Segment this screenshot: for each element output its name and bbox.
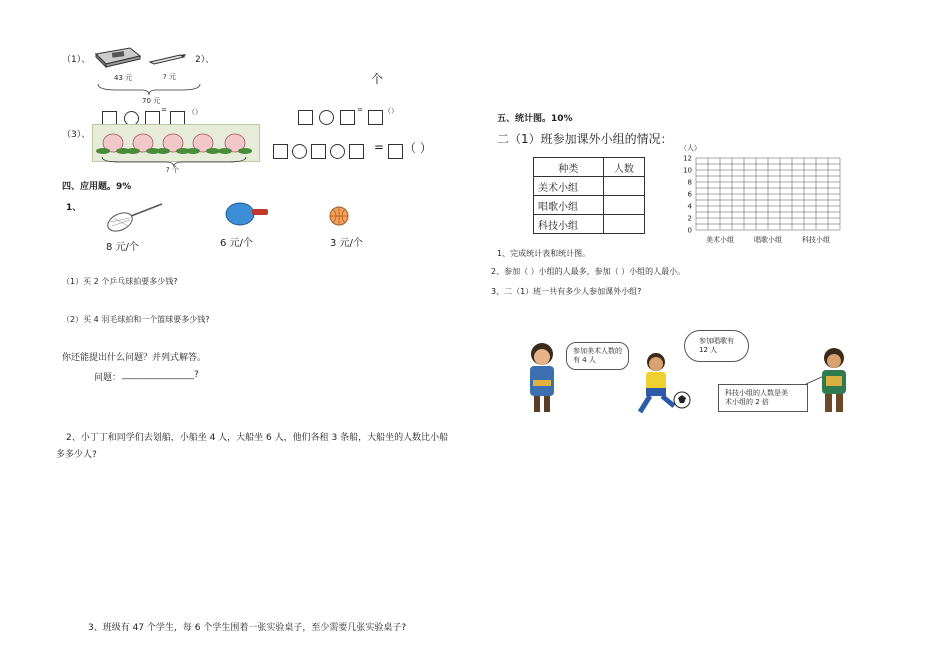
bubble-text: 参加唱歌有 — [699, 337, 734, 345]
stat-question2: 2、参加（ ）小组的人最多，参加（ ）小组的人最小。 — [491, 267, 686, 276]
app3-text: 3、班级有 47 个学生，每 6 个学生围着一张实验桌子，至少需要几张实验桌子? — [88, 623, 407, 633]
blank-circle[interactable] — [319, 110, 334, 125]
pen-price: ? 元 — [163, 73, 176, 81]
app2-line2: 多多少人? — [56, 450, 97, 460]
equals-sign: = — [357, 106, 363, 114]
blank-circle[interactable] — [292, 144, 307, 159]
equals-sign: = — [374, 140, 385, 154]
racket-price: 8 元/个 — [106, 242, 139, 253]
pingpong-paddle-icon — [224, 200, 272, 228]
unit-ge: 个 — [371, 72, 384, 86]
y-tick-label: 6 — [687, 190, 692, 199]
blank-box[interactable] — [298, 110, 313, 125]
y-tick-label: 8 — [687, 178, 692, 187]
book-icon — [92, 44, 142, 68]
speech-bubble-singing — [684, 330, 749, 362]
app2-line1: 2、小丁丁和同学们去划船，小船坐 4 人，大船坐 6 人，他们各租 3 条船，大船坐的人数比小船 — [66, 433, 449, 443]
table-cell-blank[interactable] — [603, 177, 644, 196]
app1-question2: （2）买 4 羽毛球拍和一个篮球要多少钱? — [62, 315, 210, 324]
y-tick-label: 4 — [687, 202, 692, 211]
section4-title: 四、应用题。9% — [62, 182, 132, 192]
blank-box[interactable] — [311, 144, 326, 159]
item3-label: （3）、 — [62, 130, 91, 140]
bubble-text: 术小组的 2 倍 — [725, 398, 769, 406]
speech-bubble-art — [566, 342, 629, 370]
x-tick-label: 唱歌小组 — [754, 236, 782, 244]
x-tick-label: 美术小组 — [706, 236, 734, 244]
item1-label: （1）、 — [62, 55, 91, 65]
app1-question1: （1）买 2 个乒乓球拍要多少钱? — [62, 277, 178, 286]
total-brace — [96, 82, 202, 96]
ball-price: 3 元/个 — [330, 238, 363, 249]
bubble-text: 12 人 — [699, 346, 718, 354]
bubble-text: 有 4 人 — [573, 356, 596, 364]
y-tick-label: 0 — [687, 226, 692, 235]
blank-box[interactable] — [349, 144, 364, 159]
question-label: 问题： — [94, 373, 122, 383]
table-header: 种类 — [534, 158, 604, 177]
extra-prompt: 你还能提出什么问题？并列式解答。 — [62, 353, 207, 363]
boy-figure — [812, 346, 854, 416]
pen-icon — [148, 52, 188, 66]
bar-chart — [680, 152, 846, 250]
y-tick-label: 12 — [683, 154, 692, 163]
peach-count: ? 个 — [166, 166, 179, 174]
x-tick-label: 科技小组 — [802, 236, 830, 244]
table-row-label: 科技小组 — [534, 215, 604, 234]
table-cell-blank[interactable] — [603, 215, 644, 234]
question-blank[interactable]: ________________? — [122, 370, 199, 380]
y-tick-label: 2 — [687, 214, 692, 223]
answer-paren: （） — [188, 108, 202, 116]
bubble-text: 科技小组的人数是美 — [725, 389, 788, 397]
table-row-label: 唱歌小组 — [534, 196, 604, 215]
basketball-icon — [328, 205, 350, 227]
answer-paren: （ ） — [404, 141, 432, 155]
blank-box[interactable] — [388, 144, 403, 159]
bubble-text: 参加美术人数的 — [573, 347, 622, 355]
chart-y-label: （人） — [680, 144, 701, 152]
y-tick-label: 10 — [683, 166, 692, 175]
boy-soccer-figure — [630, 350, 692, 418]
speech-bubble-tech — [718, 384, 808, 412]
section5-title: 五、统计图。10% — [497, 114, 573, 124]
equals-sign: = — [161, 106, 167, 114]
book-price: 43 元 — [114, 74, 133, 82]
table-row-label: 美术小组 — [534, 177, 604, 196]
badminton-racket-icon — [104, 200, 166, 234]
stats-table — [533, 157, 645, 234]
section5-subtitle: 二（1）班参加课外小组的情况： — [497, 132, 673, 146]
total-price: 70 元 — [142, 97, 161, 105]
blank-box[interactable] — [340, 110, 355, 125]
item2-label: 2）、 — [195, 55, 215, 65]
blank-circle[interactable] — [330, 144, 345, 159]
answer-paren: （） — [384, 107, 398, 115]
blank-box[interactable] — [273, 144, 288, 159]
stat-question1: 1、完成统计表和统计图。 — [497, 249, 591, 258]
blank-box[interactable] — [368, 110, 383, 125]
paddle-price: 6 元/个 — [220, 238, 253, 249]
girl-figure — [520, 340, 566, 416]
table-header: 人数 — [603, 158, 644, 177]
table-cell-blank[interactable] — [603, 196, 644, 215]
stat-question3: 3、二（1）班一共有多少人参加课外小组? — [491, 287, 642, 296]
app1-number: 1、 — [66, 203, 82, 213]
